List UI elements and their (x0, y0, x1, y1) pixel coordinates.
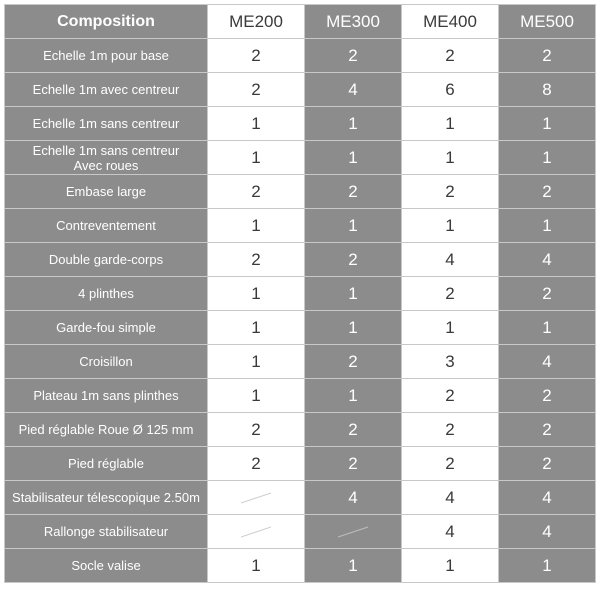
header-model-me500: ME500 (499, 5, 596, 39)
quantity-cell: 2 (305, 243, 402, 277)
quantity-cell: 2 (402, 39, 499, 73)
quantity-cell: 2 (499, 277, 596, 311)
not-included-slash-icon (239, 491, 273, 505)
table-row (5, 311, 596, 345)
quantity-cell: 1 (305, 277, 402, 311)
quantity-cell: 1 (305, 379, 402, 413)
row-label: Double garde-corps (5, 243, 208, 277)
quantity-cell: 2 (305, 447, 402, 481)
quantity-cell: 4 (402, 515, 499, 549)
quantity-cell: 1 (208, 209, 305, 243)
empty-cell-dash (208, 515, 305, 549)
quantity-cell: 4 (305, 73, 402, 107)
quantity-cell: 4 (305, 481, 402, 515)
table-row (5, 379, 596, 413)
not-included-slash-icon (336, 525, 370, 539)
quantity-cell: 1 (208, 311, 305, 345)
header-row (5, 5, 596, 39)
table-row (5, 175, 596, 209)
quantity-cell: 2 (499, 379, 596, 413)
quantity-cell: 1 (499, 311, 596, 345)
table-row (5, 39, 596, 73)
quantity-cell: 1 (499, 107, 596, 141)
quantity-cell: 8 (499, 73, 596, 107)
row-label: Socle valise (5, 549, 208, 583)
quantity-cell: 1 (208, 379, 305, 413)
row-label: Garde-fou simple (5, 311, 208, 345)
quantity-cell: 1 (402, 311, 499, 345)
row-label: Plateau 1m sans plinthes (5, 379, 208, 413)
quantity-cell: 4 (402, 243, 499, 277)
table-row (5, 345, 596, 379)
row-label: Echelle 1m sans centreur Avec roues (5, 141, 208, 175)
quantity-cell: 2 (208, 413, 305, 447)
quantity-cell: 2 (305, 39, 402, 73)
quantity-cell: 1 (305, 311, 402, 345)
quantity-cell: 2 (402, 379, 499, 413)
quantity-cell: 2 (208, 243, 305, 277)
quantity-cell: 2 (402, 175, 499, 209)
quantity-cell: 1 (305, 141, 402, 175)
quantity-cell: 2 (499, 413, 596, 447)
quantity-cell: 1 (208, 345, 305, 379)
row-label: Echelle 1m pour base (5, 39, 208, 73)
quantity-cell: 1 (499, 209, 596, 243)
composition-table (4, 4, 596, 583)
table-row (5, 107, 596, 141)
quantity-cell: 1 (499, 549, 596, 583)
header-model-me300: ME300 (305, 5, 402, 39)
quantity-cell: 4 (499, 345, 596, 379)
table-row (5, 243, 596, 277)
quantity-cell: 1 (305, 107, 402, 141)
quantity-cell: 1 (208, 107, 305, 141)
table-row (5, 209, 596, 243)
row-label: Pied réglable (5, 447, 208, 481)
row-label: Echelle 1m sans centreur (5, 107, 208, 141)
quantity-cell: 4 (499, 515, 596, 549)
quantity-cell: 2 (208, 39, 305, 73)
table-row (5, 515, 596, 549)
table-row (5, 447, 596, 481)
quantity-cell: 1 (499, 141, 596, 175)
header-model-me200: ME200 (208, 5, 305, 39)
empty-cell-dash (208, 481, 305, 515)
row-label: 4 plinthes (5, 277, 208, 311)
quantity-cell: 2 (305, 345, 402, 379)
quantity-cell: 4 (402, 481, 499, 515)
row-label: Contreventement (5, 209, 208, 243)
quantity-cell: 2 (305, 413, 402, 447)
quantity-cell: 2 (499, 175, 596, 209)
row-label: Embase large (5, 175, 208, 209)
header-composition: Composition (5, 5, 208, 39)
not-included-slash-icon (239, 525, 273, 539)
quantity-cell: 2 (402, 277, 499, 311)
quantity-cell: 2 (208, 447, 305, 481)
empty-cell-dash (305, 515, 402, 549)
quantity-cell: 1 (402, 141, 499, 175)
quantity-cell: 1 (402, 549, 499, 583)
quantity-cell: 1 (208, 549, 305, 583)
quantity-cell: 6 (402, 73, 499, 107)
quantity-cell: 1 (208, 141, 305, 175)
table-row (5, 277, 596, 311)
table-row (5, 141, 596, 175)
quantity-cell: 4 (499, 481, 596, 515)
quantity-cell: 1 (402, 107, 499, 141)
quantity-cell: 2 (402, 413, 499, 447)
quantity-cell: 1 (305, 209, 402, 243)
quantity-cell: 1 (305, 549, 402, 583)
row-label: Echelle 1m avec centreur (5, 73, 208, 107)
quantity-cell: 1 (208, 277, 305, 311)
row-label: Croisillon (5, 345, 208, 379)
table-row (5, 549, 596, 583)
quantity-cell: 1 (402, 209, 499, 243)
quantity-cell: 2 (402, 447, 499, 481)
quantity-cell: 2 (499, 39, 596, 73)
table-row (5, 481, 596, 515)
row-label: Pied réglable Roue Ø 125 mm (5, 413, 208, 447)
quantity-cell: 4 (499, 243, 596, 277)
row-label: Stabilisateur télescopique 2.50m (5, 481, 208, 515)
quantity-cell: 3 (402, 345, 499, 379)
quantity-cell: 2 (499, 447, 596, 481)
table-row (5, 73, 596, 107)
table-row (5, 413, 596, 447)
quantity-cell: 2 (208, 73, 305, 107)
quantity-cell: 2 (208, 175, 305, 209)
header-model-me400: ME400 (402, 5, 499, 39)
row-label: Rallonge stabilisateur (5, 515, 208, 549)
quantity-cell: 2 (305, 175, 402, 209)
